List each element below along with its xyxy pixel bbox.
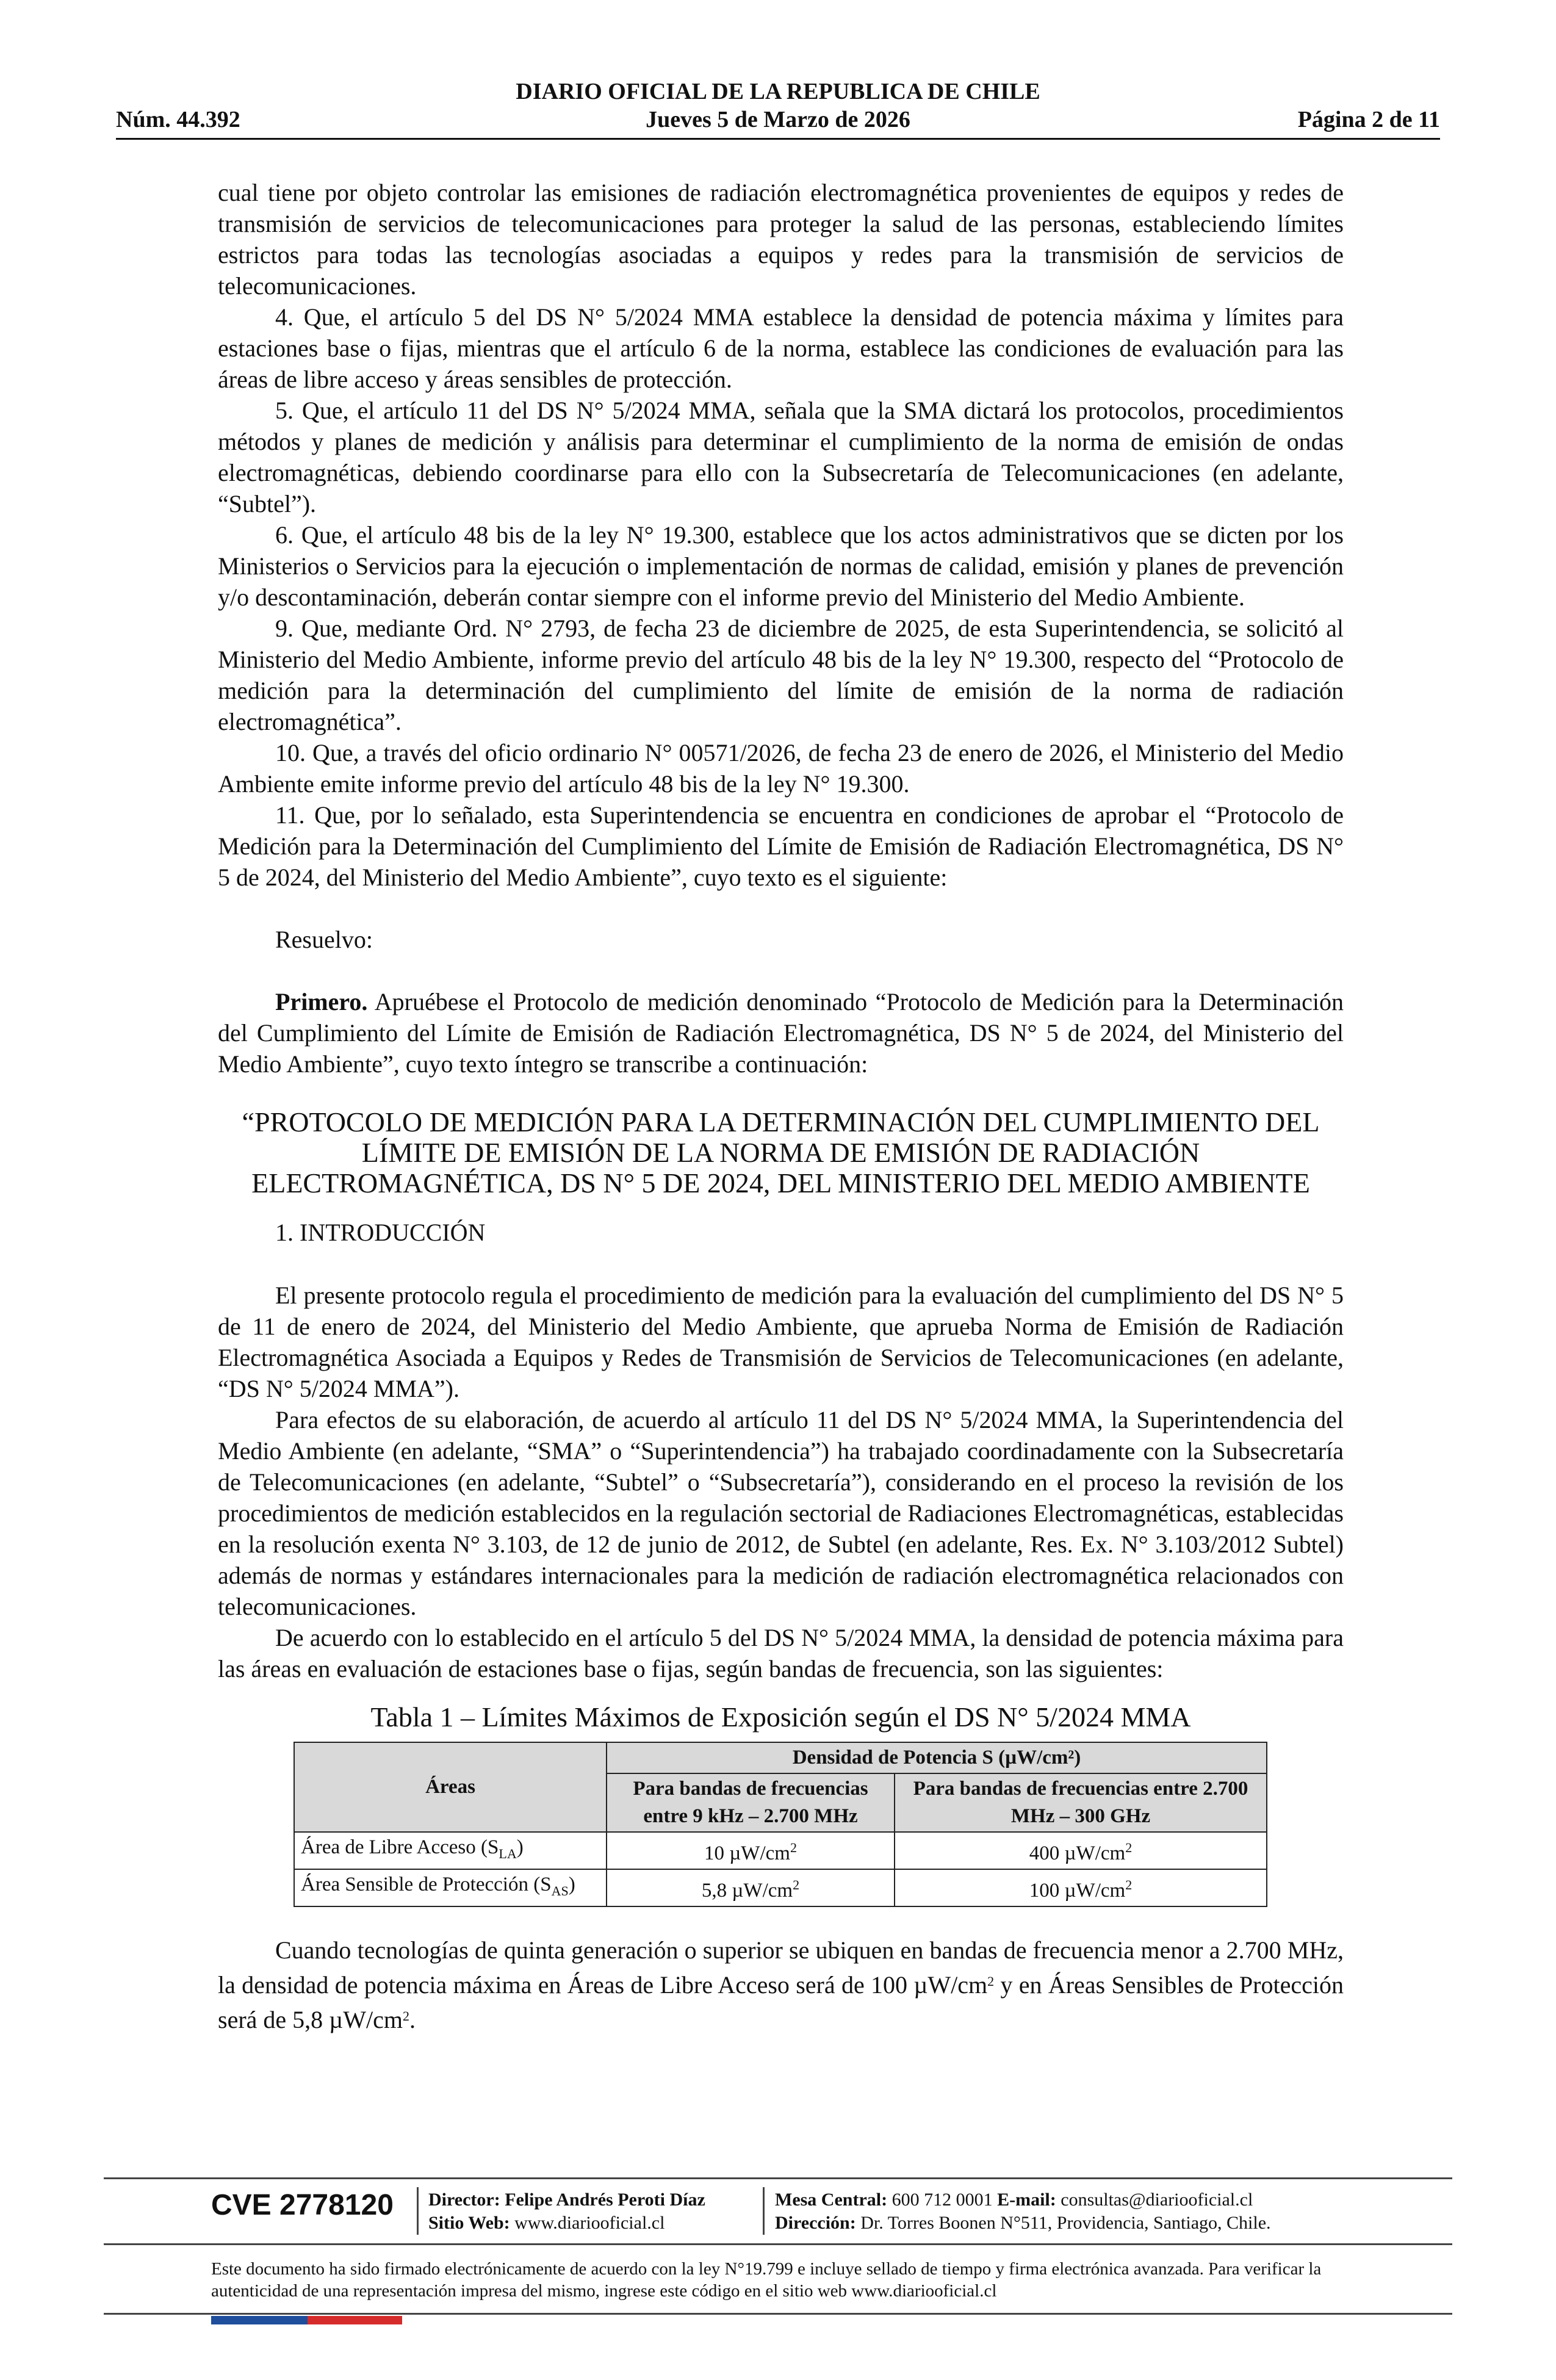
paragraph-9: 9. Que, mediante Ord. N° 2793, de fecha 23 de diciembre de 2025, de esta Superintendencia, se solicitó al Ministerio del Medio Ambiente, informe previo del artículo 48 bis de la ley N° 19.300, respecto del “Protocolo de medición para la determinación del cumplimiento del límite de emisión de la norma de radiación electromagnética”. (218, 615, 1344, 735)
limits-table (294, 1742, 1267, 1907)
table-header-areas: Áreas (294, 1742, 607, 1832)
table-row (294, 1832, 1267, 1869)
flag-bar-blue (211, 2316, 308, 2324)
primero-text: Apruébese el Protocolo de medición denominado “Protocolo de Medición para la Determinación del Cumplimiento del Límite de Emisión de Radiación Electromagnética, DS N° 5 de 2024, del Ministerio del Medio Ambiente”, cuyo texto íntegro se transcribe a continuación: (218, 988, 1344, 1078)
primero-paragraph (218, 986, 1344, 1080)
website-link[interactable]: www.diariooficial.cl (514, 2213, 665, 2233)
resuelvo-heading: Resuelvo: (275, 926, 373, 953)
table-cell-value: 400 $\mu W/cm^2$ (895, 1832, 1267, 1869)
table-cell-value: 10 $\mu W/cm^2$ (607, 1832, 895, 1869)
header-row (116, 105, 1440, 134)
table-cell-value: 100 $\mu W/cm^2$ (895, 1869, 1267, 1906)
footer-top-rule (104, 2177, 1452, 2179)
paragraph-6: 6. Que, el artículo 48 bis de la ley N° 19.300, establece que los actos administrativos que se dicten por los Ministerios o Servicios para la ejecución o implementación de normas de calidad, emisión y planes de prevención y/o descontaminación, deberán contar siempre con el informe previo del Ministerio del Medio Ambiente. (218, 521, 1344, 611)
footer-separator (763, 2187, 765, 2235)
table-header-high-band: Para bandas de frecuencias entre 2.700 MHz – 300 GHz (895, 1773, 1267, 1832)
intro-paragraph-3: De acuerdo con lo establecido en el artículo 5 del DS N° 5/2024 MMA, la densidad de potencia máxima para las áreas en evaluación de estaciones base o fijas, según bandas de frecuencia, son las siguientes: (218, 1624, 1344, 1682)
paragraph-continuation: cual tiene por objeto controlar las emisiones de radiación electromagnética provenientes de equipos y redes de transmisión de servicios de telecomunicaciones para proteger la salud de las personas, estableciendo límites estrictos para todas las tecnologías asociadas a equipos y redes para la transmisión de servicios de telecomunicaciones. (218, 179, 1344, 300)
section-heading-introduccion: 1. INTRODUCCIÓN (275, 1219, 486, 1246)
table-row (294, 1869, 1267, 1906)
table-cell-area: Área de Libre Acceso $(S_{LA})$ (294, 1832, 607, 1869)
newspaper-title: DIARIO OFICIAL DE LA REPUBLICA DE CHILE (516, 79, 1040, 104)
primero-label: Primero. (275, 988, 368, 1015)
protocol-title: “PROTOCOLO DE MEDICIÓN PARA LA DETERMINACIÓN DEL CUMPLIMIENTO DEL LÍMITE DE EMISIÓN DE LA NORMA DE EMISIÓN DE RADIACIÓN ELECTROMAGNÉTICA, DS N° 5 DE 2024, DEL MINISTERIO DEL MEDIO AMBIENTE (242, 1106, 1320, 1199)
issue-date: Jueves 5 de Marzo de 2026 (646, 107, 910, 132)
table-caption: Tabla 1 – Límites Máximos de Exposición según el DS N° 5/2024 MMA (370, 1701, 1191, 1733)
footer-middle-rule (104, 2243, 1452, 2245)
issue-number: Núm. 44.392 (116, 107, 240, 132)
paragraph-11: 11. Que, por lo señalado, esta Superintendencia se encuentra en condiciones de aprobar el “Protocolo de Medición para la Determinación del Cumplimiento del Límite de Emisión de Radiación Electromagnética, DS N° 5 de 2024, del Ministerio del Medio Ambiente”, cuyo texto es el siguiente: (218, 801, 1344, 891)
footer-director-block: Director: Felipe Andrés Peroti Díaz Sitio Web: www.diariooficial.cl (428, 2190, 705, 2233)
footer-contact-block: Mesa Central: 600 712 0001 E-mail: consultas@diariooficial.cl Dirección: Dr. Torres Boonen N°511, Providencia, Santiago, Chile. (775, 2190, 1271, 2233)
paragraph-5: 5. Que, el artículo 11 del DS N° 5/2024 MMA, señala que la SMA dictará los protocolos, procedimientos métodos y planes de medición y análisis para determinar el cumplimiento de la norma de emisión de ondas electromagnéticas, debiendo coordinarse para ello con la Subsecretaría de Telecomunicaciones (en adelante, “Subtel”). (218, 397, 1344, 517)
header-divider (116, 138, 1440, 140)
intro-paragraph-1: El presente protocolo regula el procedimiento de medición para la evaluación del cumplimiento del DS N° 5 de 11 de enero de 2024, del Ministerio del Medio Ambiente, que aprueba Norma de Emisión de Radiación Electromagnética Asociada a Equipos y Redes de Transmisión de Servicios de Telecomunicaciones (en adelante, “DS N° 5/2024 MMA”). (218, 1282, 1344, 1402)
legal-notice: Este documento ha sido firmado electrónicamente de acuerdo con la ley N°19.799 e incluye sellado de tiempo y firma electrónica avanzada. Para verificar la autenticidad de una representación impresa del mismo, ingrese este código en el sitio web www.diariooficial.cl (211, 2259, 1322, 2301)
paragraph-5g-note: Cuando tecnologías de quinta generación o superior se ubiquen en bandas de frecuencia menor a 2.700 MHz, la densidad de potencia máxima en Áreas de Libre Acceso será de 100 $\mu W/cm^2$ y en Áreas Sensibles de Protección será de 5,8 $\mu W/cm^2$. (218, 1936, 1344, 2033)
cve-code: CVE 2778120 (211, 2189, 394, 2221)
director-name: Felipe Andrés Peroti Díaz (505, 2190, 705, 2210)
flag-bar-red (308, 2316, 402, 2324)
email-link[interactable]: consultas@diariooficial.cl (1061, 2190, 1253, 2210)
phone-number: 600 712 0001 (891, 2190, 993, 2210)
page-number: Página 2 de 11 (1297, 107, 1440, 132)
footer-separator (417, 2187, 419, 2235)
table-cell-area: Área Sensible de Protección $(S_{AS})$ (294, 1869, 607, 1906)
intro-paragraph-2: Para efectos de su elaboración, de acuerdo al artículo 11 del DS N° 5/2024 MMA, la Superintendencia del Medio Ambiente (en adelante, “SMA” o “Superintendencia”) ha trabajado coordinadamente con la Subsecretaría de Telecomunicaciones (en adelante, “Subtel” o “Subsecretaría”), considerando en el proceso la revisión de los procedimientos de medición establecidos en la regulación sectorial de Radiaciones Electromagnéticas, establecidas en la resolución exenta N° 3.103, de 12 de junio de 2012, de Subtel (en adelante, Res. Ex. N° 3.103/2012 Subtel) además de normas y estándares internacionales para la medición de radiación electromagnética relacionados con telecomunicaciones. (218, 1406, 1344, 1620)
paragraph-4: 4. Que, el artículo 5 del DS N° 5/2024 MMA establece la densidad de potencia máxima y límites para estaciones base o fijas, mientras que el artículo 6 de la norma, establece las condiciones de evaluación para las áreas de libre acceso y áreas sensibles de protección. (218, 303, 1344, 393)
footer-bottom-rule (104, 2313, 1452, 2315)
table-header-density: Densidad de Potencia S (µW/cm²) (607, 1742, 1267, 1773)
document-body (218, 177, 1344, 2035)
address: Dr. Torres Boonen N°511, Providencia, Santiago, Chile. (860, 2213, 1271, 2233)
paragraph-10: 10. Que, a través del oficio ordinario N° 00571/2026, de fecha 23 de enero de 2026, el Ministerio del Medio Ambiente emite informe previo del artículo 48 bis de la ley N° 19.300. (218, 739, 1344, 798)
table-header-low-band: Para bandas de frecuencias entre 9 kHz – 2.700 MHz (607, 1773, 895, 1832)
table-cell-value: 5,8 $\mu W/cm^2$ (607, 1869, 895, 1906)
